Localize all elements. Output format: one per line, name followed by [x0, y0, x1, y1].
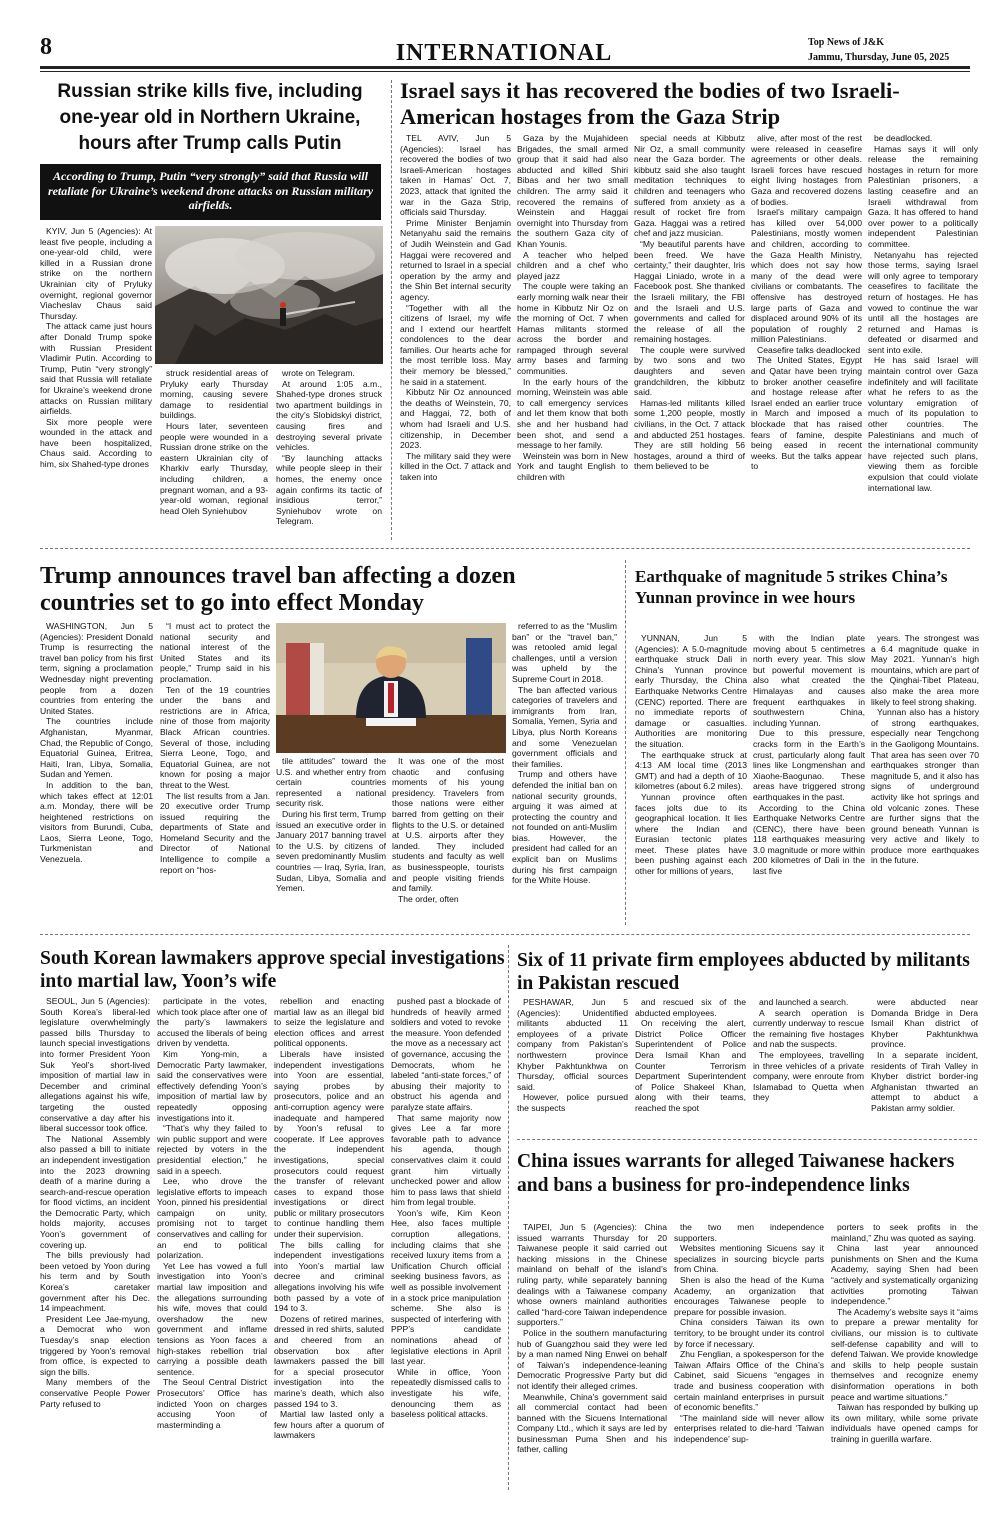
russia-kicker: According to Trump, Putin “very strongly” said that Russia will retaliate for Ukraine’s weekend drone attacks on Russian military airfields.: [40, 164, 381, 220]
article-paragraph: TEL AVIV, Jun 5 (Agencies): Israel has recovered the bodies of two Israeli-American hostages taken in Hamas’ Oct. 7, 2023, attack that ignited the war in the Gaza Strip, officials said Thursday.: [400, 133, 511, 218]
article-paragraph: the two men independence supporters.: [674, 1222, 824, 1243]
israel-col3: [634, 133, 745, 538]
divider-horizontal-2: [40, 934, 970, 935]
article-paragraph: In addition to the ban, which takes effect at 12:01 a.m. Monday, there will be heightened restrictions on visitors from Burundi, Cuba, Laos, Sierra Leone, Togo, Turkmenistan and Venezuela.: [40, 779, 153, 865]
article-paragraph: with the Indian plate moving about 5 centimetres north every year. This slow but powerful movement is also what created the Himalayas and causes frequent earthquakes in southwestern China, including Yunnan.: [753, 633, 865, 728]
article-paragraph: A teacher who helped children and a chef who played jazz: [517, 249, 628, 281]
trump-col5: [512, 621, 617, 926]
taiwan-col2: [674, 1222, 824, 1490]
article-paragraph: In the early hours of the morning, Weinstein was able to call emergency services and let them know that both she and her husband had been shot, and send a message to her family.: [517, 376, 628, 451]
article-paragraph: Police in the southern manufacturing hub of Guangzhou said they were led by a man named Ning Enwei on behalf of Taiwan’s independence-leaning Democratic Progressive Party but did not identify their alleged crimes.: [517, 1327, 667, 1391]
article-paragraph: However, police pursued the suspects: [517, 1092, 628, 1113]
article-paragraph: The earthquake struck at 4:13 AM local time (2013 GMT) and had a depth of 10 kilometres (about 6.2 miles).: [635, 749, 747, 792]
article-paragraph: Israel’s military campaign has killed over 54,000 Palestinians, mostly women and children, according to the Gaza Health Ministry, which does not say how many of the dead were civilians or combatants. The offensive has destroyed large parts of Gaza and displaced around 90% of its population of roughly 2 million Palestinians.: [751, 207, 862, 345]
article-paragraph: Hamas says it will only release the remaining hostages in return for more Palestinian prisoners, a lasting ceasefire and an Israeli withdrawal from Gaza. It has offered to hand over power to a politically independent Palestinian committee.: [868, 143, 978, 249]
article-paragraph: The Seoul Central District Prosecutors’ Office has indicted Yoon on charges accusing Yoon of masterminding a: [157, 1377, 267, 1430]
article-paragraph: A search operation is currently underway to rescue the remaining five hostages and nab the suspects.: [753, 1007, 864, 1050]
trump-photo: [276, 623, 506, 753]
trump-headline: Trump announces travel ban affecting a dozen countries set to go into effect Monday: [40, 563, 516, 616]
quake-col3: [871, 633, 979, 926]
israel-col1: [400, 133, 511, 538]
article-paragraph: Lee, who drove the legislative efforts to impeach Yoon, pinned his presidential campaign on unity, promising not to target conservatives and calling for an end to political polarization.: [157, 1176, 267, 1261]
quake-col1: [635, 633, 747, 926]
article-paragraph: KYIV, Jun 5 (Agencies): At least five people, including a one-year-old child, were killed in a Russian drone strike on the northern Ukrainian city of Pryluky overnight, regional governor Viacheslav Chaus said Thursday.: [40, 226, 152, 321]
divider-vertical-bottom: [508, 945, 509, 1490]
article-paragraph: The order, often: [398, 893, 459, 904]
article-paragraph: While in office, Yoon repeatedly dismissed calls to investigate his wife, denouncing them as baseless political attacks.: [391, 1366, 501, 1420]
article-paragraph: The bills calling for independent investigations into Yoon’s martial law decree and criminal allegations involving his wife both passed by a vote of 194 to 3.: [274, 1239, 384, 1314]
taiwan-col1: [517, 1222, 667, 1490]
article-paragraph: Zhu Fenglian, a spokesperson for the Taiwan Affairs Office of the China’s Cabinet, said Sicuens “engages in trade and business cooperation with certain mainland enterprises in pursuit of economic benefits.”: [674, 1349, 824, 1413]
article-paragraph: Yunnan also has a history of strong earthquakes, especially near Tengchong in the Gaoligong Mountains. That area has seen over 70 earthquakes stronger than magnitude 5, and it also has signs of underground activity like hot springs and old volcanic zones. These are further signs that the ground beneath Yunnan is very active and likely to produce more earthquakes in the future.: [871, 707, 979, 866]
article-paragraph: Ten of the 19 countries under the bans and restrictions are in Africa, nine of those from majority Black African countries. Several of those, including Sierra Leone, Togo, and Equatorial Guinea, are not known for posing a major threat to the West.: [160, 684, 270, 790]
article-paragraph: The employees, travelling in three vehicles of a private company, were enroute from Islamabad to Quetta when they: [753, 1049, 864, 1103]
korea-col3: [274, 996, 384, 1488]
article-paragraph: be deadlocked.: [874, 133, 933, 143]
divider-vertical-mid: [625, 560, 626, 925]
israel-col4: [751, 133, 862, 538]
article-paragraph: The couple were taking an early morning walk near their home in Kibbutz Nir Oz on the morning of Oct. 7 when Hamas militants stormed across the border and rampaged through several army bases and farming communities.: [517, 281, 628, 377]
article-paragraph: Kibbutz Nir Oz announced the deaths of Weinstein, 70, and Haggai, 72, both of whom had Israeli and U.S. citizenship, in December 2023.: [400, 387, 511, 451]
article-paragraph: WASHINGTON, Jun 5 (Agencies): President Donald Trump is resurrecting the travel ban policy from his first term, signing a proclamation Wednesday night preventing people from a dozen countries from entering the United States.: [40, 621, 153, 716]
article-paragraph: He has said Israel will maintain control over Gaza indefinitely and will facilitate what he refers to as the voluntary emigration of much of its population to other countries. The Palestinians and much of the international community have rejected such plans, viewing them as forcible expulsion that could violate international law.: [868, 355, 978, 493]
article-paragraph: struck residential areas of Pryluky early Thursday morning, causing severe damage to residential buildings.: [160, 368, 268, 421]
trump-col1: [40, 621, 153, 926]
article-paragraph: China considers Taiwan its own territory, to be brought under its control by force if necessary.: [674, 1317, 824, 1349]
quake-col2: [753, 633, 865, 926]
article-paragraph: “By launching attacks while people sleep in their homes, the enemy once again confirms its tactic of insidious terror,” Syniehubov wrote on Telegram.: [276, 452, 382, 527]
article-paragraph: The attack came just hours after Donald Trump spoke with Russian President Vladimir Putin. According to Trump, Putin “very strongly” said that Russia will retaliate for Ukraine’s weekend drone attacks on Russian military airfields.: [40, 321, 152, 417]
pakistan-headline: Six of 11 private firm employees abducted by militants in Pakistan rescued: [517, 950, 970, 994]
article-paragraph: The countries include Afghanistan, Myanmar, Chad, the Republic of Congo, Equatorial Guinea, Eritrea, Haiti, Iran, Libya, Somalia, Sudan and Yemen.: [40, 716, 153, 780]
article-paragraph: special needs at Kibbutz Nir Oz, a small community near the Gaza border. The kibbutz said she also taught meditation techniques to children and teenagers who suffered from anxiety as a result of rocket fire from Gaza. Haggai was a retired chef and jazz musician.: [634, 133, 745, 239]
article-paragraph: Kim Yong-min, a Democratic Party lawmaker, said the conservatives were effectively defending Yoon’s imposition of martial law by repeatedly opposing investigations into it.: [157, 1048, 267, 1123]
article-paragraph: Due to this pressure, cracks form in the Earth’s crust, particularly along fault lines like Longmenshan and Xiaohe-Baogunao. These areas have triggered strong earthquakes in the past.: [753, 728, 865, 802]
masthead-rule-thin: [40, 71, 970, 72]
article-paragraph: TAIPEI, Jun 5 (Agencies): China issued warrants Thursday for 20 Taiwanese people it said carried out hacking missions in the Chinese mainland on behalf of the island’s ruling party, while separately banning dealings with a Taiwanese company whose owners mainland authorities called “hard-core Taiwan independence supporters.”: [517, 1222, 667, 1328]
article-paragraph: Liberals have insisted independent investigations into Yoon are essential, saying probes by prosecutors, police and an anti-corruption agency were inadequate and hampered by Yoon’s refusal to cooperate. If Lee approves the independent investigations, special prosecutors could request the transfer of relevant cases to expand those investigations or direct public or military prosecutors to continue handling them under their supervision.: [274, 1048, 384, 1240]
korea-col1: [40, 996, 150, 1488]
article-paragraph: On receiving the alert, District Police Officer Superintendent of Police Dera Ismail Khan and Counter Terrorism Department Superintendent of Police Shakeel Khan, along with their teams, reached the spot: [635, 1018, 746, 1113]
article-paragraph: tile attitudes” toward the U.S. and whether entry from certain countries represented a national security risk.: [276, 756, 386, 809]
russia-col2: [160, 368, 268, 536]
article-paragraph: Gaza by the Mujahideen Brigades, the small armed group that it said had also abducted and killed Shiri Bibas and her two small children. The army said it recovered the remains of Weinstein and Haggai overnight into Thursday from the southern Gaza city of Khan Younis.: [517, 133, 628, 249]
article-paragraph: Trump and others have defended the initial ban on national security grounds, arguing it was aimed at protecting the country and not founded on anti-Muslim bias. However, the president had called for an explicit ban on Muslims during his first campaign for the White House.: [512, 769, 617, 886]
pakistan-col4: [871, 997, 978, 1129]
article-paragraph: The United States, Egypt and Qatar have been trying to broker another ceasefire and hostage release after Israel ended an earlier truce in March and imposed a blockade that has raised fears of famine, despite being eased in recent weeks. But the talks appear to: [751, 355, 862, 472]
article-paragraph: Yoon’s wife, Kim Keon Hee, also faces multiple corruption allegations, including claims that she received luxury items from a Unification Church official seeking business favors, as well as possible involvement in a stock price manipulation scheme. She also is suspected of interfering with PPP’s candidate nominations ahead of legislative elections in April last year.: [391, 1207, 501, 1367]
article-paragraph: Martial law lasted only a few hours after a quorum of lawmakers: [274, 1409, 384, 1441]
taiwan-headline: China issues warrants for alleged Taiwanese hackers and bans a business for pro-independence links: [517, 1151, 955, 1196]
divider-horizontal-3: [517, 1139, 977, 1140]
russia-headline: Russian strike kills five, including one-year old in Northern Ukraine, hours after Trump calls Putin: [57, 81, 363, 154]
article-paragraph: referred to as the “Muslim ban” or the “travel ban,” was retooled amid legal challenges, until a version was upheld by the Supreme Court in 2018.: [512, 621, 617, 684]
article-paragraph: “Together with all the citizens of Israel, my wife and I extend our heartfelt condolences to the dear families. Our hearts ache for the most terrible loss. May their memory be blessed,” he said in a statement.: [400, 302, 511, 387]
russia-photo: [155, 226, 383, 364]
article-paragraph: Many members of the conservative People Power Party refused to: [40, 1377, 150, 1409]
article-paragraph: Netanyahu has rejected those terms, saying Israel will only agree to temporary ceasefires to facilitate the return of hostages. He has vowed to continue the war until all the hostages are returned and Hamas is defeated or disarmed and sent into exile.: [868, 249, 978, 355]
dateline: Jammu, Thursday, June 05, 2025: [808, 52, 950, 63]
article-paragraph: The Academy’s website says it “aims to prepare a prewar mentality for civilians, our mission is to cultivate self-defense capability and will to defend Taiwan. We provide knowledge and skills to help people sustain themselves and recognize enemy disinformation operations in both peace and wartime situations.”: [831, 1306, 978, 1402]
article-paragraph: The list results from a Jan. 20 executive order Trump issued requiring the departments of State and Homeland Security and the Director of National Intelligence to compile a report on “hos-: [160, 790, 270, 875]
article-paragraph: YUNNAN, Jun 5 (Agencies): A 5.0-magnitude earthquake struck Dali in China’s Yunnan province early Thursday, the China Earthquake Networks Centre (CENC) reported. There are no immediate reports of damage or casualties. Authorities are monitoring the situation.: [635, 633, 747, 749]
quake-headline: Earthquake of magnitude 5 strikes China’s Yunnan province in wee hours: [635, 567, 948, 607]
article-paragraph: Meanwhile, China’s government said all commercial contact had been banned with the Sicuens International Company Ltd., which it says are led by businessman Puma Shen and his father, calling: [517, 1391, 667, 1455]
article-paragraph: Websites mentioning Sicuens say it specializes in sourcing bicycle parts from China.: [674, 1243, 824, 1275]
israel-col2: [517, 133, 628, 538]
article-paragraph: porters to seek profits in the mainland,” Zhu was quoted as saying.: [831, 1222, 978, 1243]
article-paragraph: The National Assembly also passed a bill to initiate an independent investigation into the 2023 drowning death of a marine during a search-and-rescue operation for flood victims, an incident the Democratic Party, which holds majority, accuses Yoon’s government of covering up.: [40, 1133, 150, 1250]
article-paragraph: Prime Minister Benjamin Netanyahu said the remains of Judih Weinstein and Gad Haggai were recovered and returned to Israel in a special operation by the army and the Shin Bet internal security agency.: [400, 217, 511, 302]
article-paragraph: Taiwan has responded by bulking up its own military, while some private individuals have opened camps for training in guerilla warfare.: [831, 1402, 978, 1444]
article-paragraph: During his first term, Trump issued an executive order in January 2017 banning travel to the U.S. by citizens of seven predominantly Muslim countries — Iraq, Syria, Iran, Sudan, Libya, Somalia and Yemen.: [276, 808, 386, 894]
article-paragraph: pushed past a blockade of hundreds of heavily armed soldiers and voted to revoke the measure. Yoon defended the move as a necessary act of governance, accusing the Democrats, whom he labeled “anti-state forces,” of abusing their majority to obstruct his agenda and paralyze state affairs.: [391, 996, 501, 1112]
article-paragraph: Hours later, seventeen people were wounded in a Russian drone strike on the eastern Ukrainian city of Kharkiv early Thursday, including children, a pregnant woman, and a 93-year-old woman, regional head Oleh Syniehubov: [160, 420, 268, 516]
article-paragraph: “My beautiful parents have been freed. We have certainty,” their daughter, Iris Haggai Liniado, wrote in a Facebook post. She thanked the Israeli military, the FBI and the Israeli and U.S. governments and called for the release of all the remaining hostages.: [634, 238, 745, 345]
article-paragraph: Six more people were wounded in the attack and have been hospitalized, Chaus said. According to him, six Shahed-type drones: [40, 416, 152, 470]
article-paragraph: The bills previously had been vetoed by Yoon during his term and by South Korea’s caretaker government after his Dec. 14 impeachment.: [40, 1250, 150, 1314]
article-paragraph: The couple were survived by two sons and two daughters and seven grandchildren, the kibbutz said.: [634, 344, 745, 398]
pakistan-col3: [753, 997, 864, 1129]
article-paragraph: rebellion and enacting martial law as an illegal bid to seize the legislature and election offices and arrest political opponents.: [274, 996, 384, 1049]
page-number: 8: [40, 34, 52, 60]
article-paragraph: “I must act to protect the national security and national interest of the United States and its people,” Trump said in his proclamation.: [160, 621, 270, 684]
paper-name: Top News of J&K: [808, 37, 885, 48]
masthead-rule: [40, 66, 970, 69]
israel-headline: Israel says it has recovered the bodies of two Israeli-American hostages from the Gaza Strip: [400, 78, 900, 129]
divider-horizontal-1: [40, 548, 970, 549]
taiwan-col3: [831, 1222, 978, 1490]
article-paragraph: years. The strongest was a 6.4 magnitude quake in May 2021. Yunnan’s high mountains, which are part of the Qinghai-Tibet Plateau, also make the area more likely to feel strong shaking.: [871, 633, 979, 707]
article-paragraph: “That’s why they failed to win public support and were rejected by voters in the presidential election,” he said in a speech.: [157, 1123, 267, 1176]
article-paragraph: That same majority now gives Lee a far more favorable path to advance his agenda, though conservatives claim it could grant him virtually unchecked power and allow him to pass laws that shield him from legal trouble.: [391, 1112, 501, 1208]
article-paragraph: Yunnan province often faces jolts due to its geographical location. It lies where the Indian and Eurasian tectonic plates meet. These plates have been pushing against each other for millions of years,: [635, 791, 747, 877]
article-paragraph: China last year announced punishments on Shen and the Kuma Academy, saying Shen had been “actively and systematically organizing activities promoting Taiwan independence.”: [831, 1243, 978, 1307]
trump-col4: [392, 756, 504, 926]
article-paragraph: At around 1:05 a.m., Shahed-type drones struck two apartment buildings in the city’s Slobidskyi district, causing fires and destroying several private vehicles.: [276, 378, 382, 453]
article-paragraph: President Lee Jae-myung, a Democrat who won Tuesday’s snap election triggered by Yoon’s removal from office, is expected to sign the bills.: [40, 1313, 150, 1377]
pakistan-col2: [635, 997, 746, 1129]
article-paragraph: “The mainland side will never allow enterprises related to die-hard ‘Taiwan independence’ sup-: [674, 1412, 824, 1444]
article-paragraph: In a separate incident, residents of Tirah Valley in Khyber district border-ing Afghanistan thwarted an attempt to abduct a Pakistan army soldier.: [871, 1049, 978, 1113]
trump-col2: [160, 621, 270, 926]
israel-col5: [868, 133, 978, 538]
korea-headline: South Korean lawmakers approve special investigations into martial law, Yoon’s wife: [40, 948, 505, 992]
korea-col2: [157, 996, 267, 1488]
trump-col3: [276, 756, 386, 926]
russia-col3: [276, 368, 382, 536]
article-paragraph: According to the China Earthquake Networks Centre (CENC), there have been 118 earthquakes measuring 3.0 magnitude or more within 200 kilometres of Dali in the last five: [753, 802, 865, 877]
article-paragraph: Weinstein was born in New York and taught English to children with: [517, 450, 628, 482]
article-paragraph: Hamas-led militants killed some 1,200 people, mostly civilians, in the Oct. 7 attack and abducted 251 hostages. They are still holding 56 hostages, around a third of them believed to be: [634, 397, 745, 472]
article-paragraph: Shen is also the head of the Kuma Academy, an organization that encourages Taiwanese people to prepare for possible invasion.: [674, 1274, 824, 1317]
article-paragraph: SEOUL, Jun 5 (Agencies): South Korea’s liberal-led legislature overwhelmingly passed bills Thursday to launch special investigations into former President Yoon Suk Yeol’s short-lived imposition of martial law in December and criminal allegations against his wife, targeting the ousted conservative a day after his liberal successor took office.: [40, 996, 150, 1134]
article-paragraph: PESHAWAR, Jun 5 (Agencies): Unidentified militants abducted 11 employees of a private company from Pakistan’s northwestern province Khyber Pakhtunkhwa on Thursday, official sources said.: [517, 997, 628, 1092]
korea-col4: [391, 996, 501, 1488]
article-paragraph: The ban affected various categories of travelers and immigrants from Iran, Somalia, Yemen, Syria and Libya, plus North Koreans and some Venezuelan government officials and their families.: [512, 684, 617, 769]
article-paragraph: wrote on Telegram.: [282, 368, 355, 378]
pakistan-col1: [517, 997, 628, 1129]
article-paragraph: and launched a search.: [759, 997, 849, 1007]
article-paragraph: Dozens of retired marines, dressed in red shirts, saluted and cheered from an observation box after lawmakers passed the bill for a special prosecutor investigation into the marine’s death, which also passed 194 to 3.: [274, 1313, 384, 1409]
russia-col1: [40, 226, 152, 536]
article-paragraph: alive, after most of the rest were released in ceasefire agreements or other deals. Israeli forces have rescued eight living hostages from Gaza and recovered dozens of bodies.: [751, 133, 862, 207]
article-paragraph: The military said they were killed in the Oct. 7 attack and taken into: [400, 450, 511, 482]
article-paragraph: It was one of the most chaotic and confusing moments of his young presidency. Travelers from those nations were either barred from getting on their flights to the U.S. or detained at U.S. airports after they landed. They included students and faculty as well as businesspeople, tourists and people visiting friends and family.: [392, 756, 504, 894]
divider-vertical-top: [391, 80, 392, 540]
article-paragraph: Yet Lee has vowed a full investigation into Yoon’s martial law imposition and the allegations surrounding his wife, moves that could overshadow the new government and inflame tensions as Yoon faces a high-stakes rebellion trial carrying a possible death sentence.: [157, 1260, 267, 1377]
article-paragraph: participate in the votes, which took place after one of the party’s lawmakers accused the liberals of being driven by vendetta.: [157, 996, 267, 1049]
article-paragraph: and rescued six of the abducted employees.: [635, 997, 746, 1018]
article-paragraph: were abducted near Domanda Bridge in Dera Ismail Khan district of Khyber Pakhtunkhwa province.: [871, 997, 978, 1050]
article-paragraph: Ceasefire talks deadlocked: [757, 344, 861, 355]
section-title: INTERNATIONAL: [395, 40, 613, 66]
